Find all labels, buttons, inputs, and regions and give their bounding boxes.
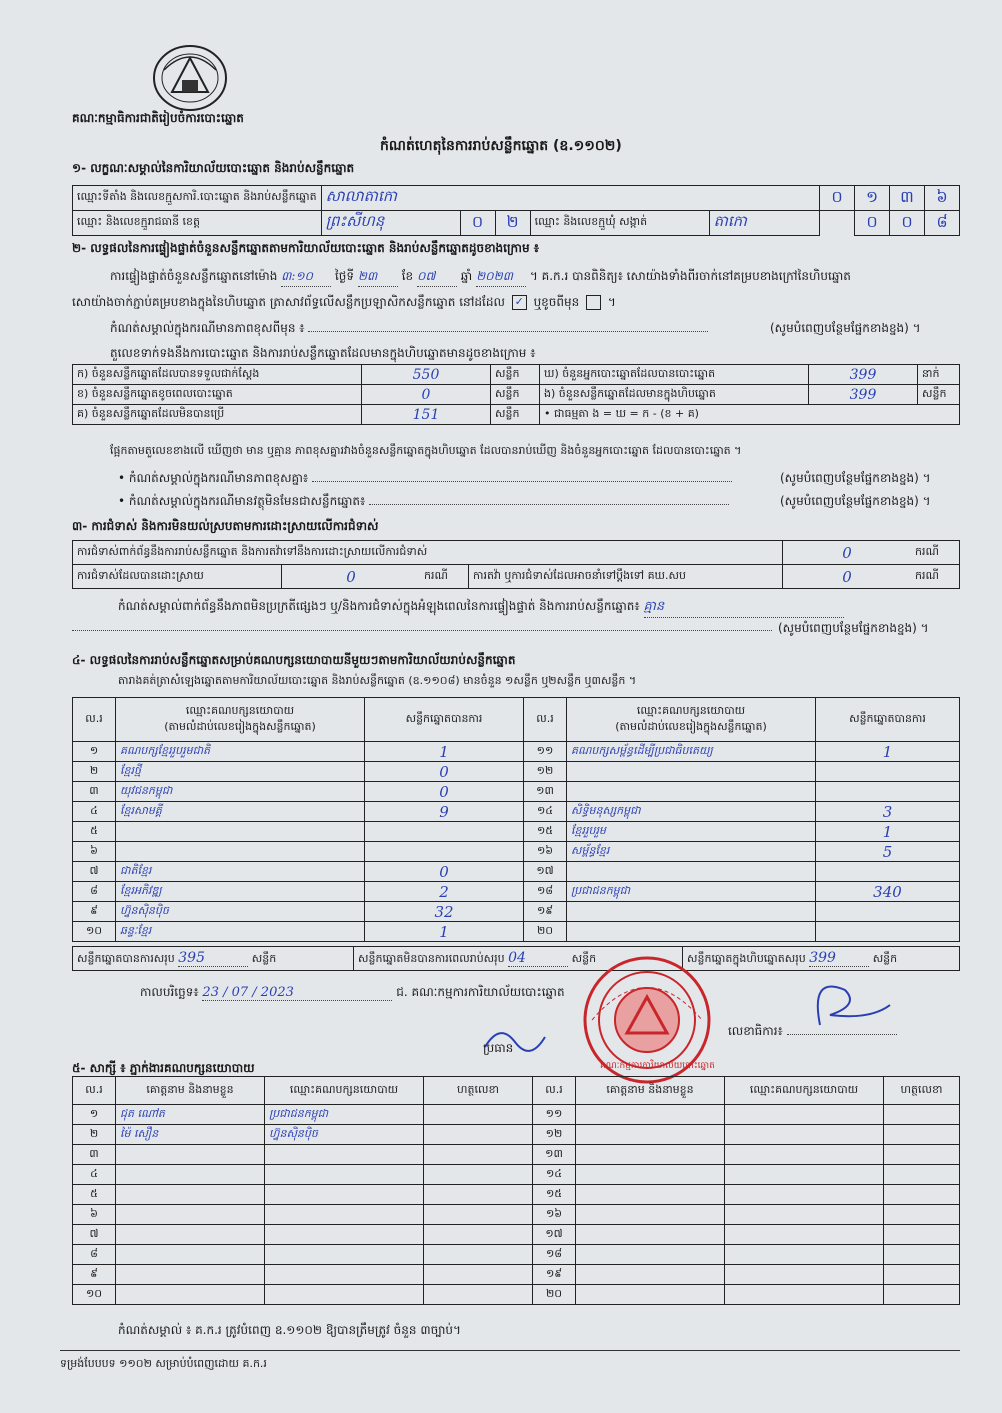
party-votes — [365, 842, 524, 862]
witness-col-no: ល.រ — [73, 1077, 116, 1105]
bullet-difference-hint: (សូមបំពេញបន្ថែមផ្នែកខាងខ្នង) ។ — [780, 471, 931, 485]
day-label: ថ្ងៃទី — [335, 269, 355, 283]
witness-no: ៤ — [73, 1165, 116, 1185]
party-name: ឆន្ទៈខ្មែរ — [116, 922, 365, 942]
same-checkbox[interactable]: ✓ — [512, 295, 527, 310]
in-box-label: ង) ចំនួនសន្លឹកឆ្នោតដែលមានក្នុងហិបឆ្នោត — [540, 385, 809, 405]
witness-no: ៦ — [73, 1205, 116, 1225]
month-label: ខែ — [401, 269, 414, 283]
form-note: ទម្រង់បែបបទ ១១០២ សម្រាប់បំពេញដោយ គ.ក.រ — [60, 1357, 267, 1370]
tally-sheet-intro: តារាងគត់ត្រាសំឡេងឆ្នោតតាមការិយាល័យបោះឆ្នោត និងរាប់សន្លឹកឆ្នោត (ឧ.១១០៨) មានចំនួន ១សន្លឹក ឬ២សន្លឹក ឬ៣សន្លឹក ។ — [118, 674, 637, 687]
party-no: ១០ — [73, 922, 116, 942]
party-no: ៨ — [73, 882, 116, 902]
witness-no: ១៣ — [533, 1145, 576, 1165]
party-no: ៣ — [73, 782, 116, 802]
resolved-label: ការជំទាស់ដែលបានដោះស្រាយ — [73, 565, 282, 589]
col-no-header: ល.រ — [73, 698, 116, 742]
table-row — [73, 1285, 960, 1305]
party-name — [116, 822, 365, 842]
unused-label: គ) ចំនួនសន្លឹកឆ្នោតដែលមិនបានប្រើ — [73, 405, 362, 425]
total-valid-label: សន្លឹកឆ្នោតបានការសរុប — [77, 951, 175, 965]
difference-note-hint: (សូមបំពេញបន្ថែមផ្នែកខាងខ្នង) ។ — [770, 321, 921, 335]
witness-party — [725, 1105, 884, 1125]
table-row — [73, 1225, 960, 1245]
party-results-table — [72, 697, 960, 942]
witness-col-party: ឈ្មោះគណបក្សនយោបាយ — [725, 1077, 884, 1105]
witness-name — [116, 1145, 265, 1165]
col-votes-header: សន្លឹកឆ្នោតបានការ — [816, 698, 960, 742]
party-no: ១៧ — [524, 862, 567, 882]
table-row — [73, 1105, 960, 1125]
voters-label: ឃ) ចំនួនអ្នកបោះឆ្នោតដែលបានបោះឆ្នោត — [540, 365, 809, 385]
difference-note-line — [110, 320, 708, 338]
party-no: ២ — [73, 762, 116, 782]
witness-party — [725, 1125, 884, 1145]
witness-signature — [884, 1165, 960, 1185]
witness-party — [265, 1285, 424, 1305]
party-votes: 3 — [816, 802, 960, 822]
document-title: កំណត់ហេតុនៃការរាប់សន្លឹកឆ្នោត (ឧ.១១០២) — [380, 138, 622, 154]
total-box-value: 399 — [809, 950, 869, 967]
section4-title: ៤- លទ្ធផលនៃការរាប់សន្លឹកឆ្នោតសម្រាប់គណបក្សនយោបាយនីមួយៗតាមការិយាល័យរាប់សន្លឹកឆ្នោត — [72, 653, 516, 667]
unit-label: សន្លឹក — [918, 385, 960, 405]
party-no: ១៣ — [524, 782, 567, 802]
witness-signature — [424, 1285, 533, 1305]
station-code-digit: ០ — [820, 186, 855, 211]
table-row — [73, 802, 960, 822]
party-votes — [816, 862, 960, 882]
province-code-digit: ០ — [460, 211, 495, 236]
witness-col-name: គោត្តនាម និងនាមខ្លួន — [576, 1077, 725, 1105]
witness-signature — [884, 1145, 960, 1165]
table-row — [73, 842, 960, 862]
commune-label: ឈ្មោះ និងលេខក្មួឃុំ សង្កាត់ — [530, 211, 709, 236]
witness-party: ប្រជាជនកម្ពុជា — [265, 1105, 424, 1125]
commune-value: តាកោ — [709, 211, 819, 236]
party-name — [567, 782, 816, 802]
bullet-difference — [118, 470, 732, 488]
party-votes: 0 — [365, 782, 524, 802]
ballot-count-table — [72, 364, 960, 425]
party-no: ១១ — [524, 742, 567, 762]
difference-note-label: កំណត់សម្គាល់ក្នុងករណីមានភាពខុសពីមុន ៖ — [110, 321, 305, 335]
witness-party: ហ្វ៊ុនស៊ិនប៉ិច — [265, 1125, 424, 1145]
table-row — [73, 1145, 960, 1165]
appealed-value: 0 — [783, 565, 912, 589]
witness-no: ៧ — [73, 1225, 116, 1245]
secretary-label: លេខាធិការ៖ — [728, 1024, 783, 1038]
witness-signature — [424, 1165, 533, 1185]
party-no: ១៦ — [524, 842, 567, 862]
col-no-header: ល.រ — [524, 698, 567, 742]
col-party-header — [116, 698, 365, 742]
year-label: ឆ្នាំ — [460, 269, 473, 283]
unit-label: សន្លឹក — [491, 365, 540, 385]
difference-compare-text: ផ្អែកតាមតួលេខខាងលើ ឃើញថា មាន ឬគ្មាន ភាពខុសគ្នារវាងចំនួនសន្លឹកឆ្នោតក្នុងហិបឆ្នោត ដែលបានរាប់ឃើញ និងចំនួនអ្នកបោះឆ្នោត ដែលបានបោះឆ្នោត ។ — [110, 444, 742, 457]
witness-name — [116, 1205, 265, 1225]
party-votes: 32 — [365, 902, 524, 922]
total-valid-cell — [73, 947, 354, 971]
witness-party — [725, 1225, 884, 1245]
table-row — [73, 1125, 960, 1145]
footnote: កំណត់សម្គាល់ ៖ គ.ក.រ ត្រូវបំពេញ ឧ.១១០២ ឱ្យបានត្រឹមត្រូវ ចំនួន ៣ច្បាប់។ — [118, 1323, 461, 1337]
witness-signature — [424, 1225, 533, 1245]
witness-signature — [884, 1105, 960, 1125]
witness-signature — [884, 1185, 960, 1205]
bullet-foreign-object — [118, 493, 729, 511]
witness-no: ១៤ — [533, 1165, 576, 1185]
table-row — [73, 862, 960, 882]
party-no: ១៥ — [524, 822, 567, 842]
province-value: ព្រះសីហនុ — [321, 211, 460, 236]
table-row — [73, 1185, 960, 1205]
party-no: ៤ — [73, 802, 116, 822]
section3-title: ៣- ការជំទាស់ និងការមិនយល់ស្របតាមការដោះស្រាយលើការជំទាស់ — [72, 519, 379, 533]
party-votes: 2 — [365, 882, 524, 902]
irregularity-note-hint: (សូមបំពេញបន្ថែមផ្នែកខាងខ្នង) ។ — [778, 621, 929, 635]
committee-name: គណៈកម្មាធិការជាតិរៀបចំការបោះឆ្នោត — [72, 111, 244, 125]
station-name-value: សាលាតាកោ — [321, 186, 819, 211]
party-votes: 0 — [365, 862, 524, 882]
party-votes: 1 — [365, 922, 524, 942]
witness-name — [116, 1245, 265, 1265]
witness-party — [265, 1245, 424, 1265]
date-value: 23 / 07 / 2023 — [202, 985, 392, 1001]
unit-label: សន្លឹក — [872, 951, 898, 965]
commune-code-digit: ៨ — [925, 211, 960, 236]
witness-name — [116, 1225, 265, 1245]
spoiled-label: ខ) ចំនួនសន្លឹកឆ្នោតខូចពេលបោះឆ្នោត — [73, 385, 362, 405]
witness-name — [576, 1185, 725, 1205]
president-label: ប្រធាន — [483, 1041, 514, 1055]
table-row — [73, 762, 960, 782]
witness-no: ៨ — [73, 1245, 116, 1265]
col-party-title: ឈ្មោះគណបក្សនយោបាយ — [185, 703, 295, 717]
party-votes — [816, 902, 960, 922]
section2-title: ២- លទ្ធផលនៃការផ្ទៀងផ្ទាត់ចំនួនសន្លឹកឆ្នោតតាមការិយាល័យបោះឆ្នោត និងរាប់សន្លឹកឆ្នោតដូចខាងក្រោម ៖ — [72, 241, 540, 255]
party-name: ខ្មែរថ្មី — [116, 762, 365, 782]
witness-party — [725, 1265, 884, 1285]
col-party-header — [567, 698, 816, 742]
party-no: ១៩ — [524, 902, 567, 922]
party-name: ខ្មែររួបរួម — [567, 822, 816, 842]
province-code-digit: ២ — [495, 211, 530, 236]
voters-value: 399 — [809, 365, 918, 385]
party-name: សិទ្ធិមនុស្សកម្ពុជា — [567, 802, 816, 822]
witness-signature — [884, 1225, 960, 1245]
table-intro: តួលេខទាក់ទងនឹងការបោះឆ្នោត និងការរាប់សន្លឹកឆ្នោតដែលមានក្នុងហិបឆ្នោតមានដូចខាងក្រោម ៖ — [110, 346, 536, 360]
section5-title: ៥- សាក្សី ៖ ភ្នាក់ងារគណបក្សនយោបាយ — [72, 1061, 255, 1075]
witness-no: ៩ — [73, 1265, 116, 1285]
station-code-digit: ១ — [855, 186, 890, 211]
verification-text: ការផ្ទៀងផ្ទាត់ចំនួនសន្លឹកឆ្នោតនៅម៉ោង — [110, 269, 278, 283]
party-name: ជាតិខ្មែរ — [116, 862, 365, 882]
col-votes-header: សន្លឹកឆ្នោតបានការ — [365, 698, 524, 742]
table-row — [73, 902, 960, 922]
unused-value: 151 — [362, 405, 491, 425]
witness-signature — [884, 1285, 960, 1305]
commune-code-digit: ០ — [890, 211, 925, 236]
verification-text-rest: ។ គ.ក.រ បានពិនិត្យ៖ សោយ៉ាងទាំងពីរចាក់នៅគម្របខាងក្រៅនៃហិបឆ្នោត — [529, 269, 851, 283]
damaged-label: ឬខូចពីមុន — [533, 295, 580, 309]
witness-no: ២០ — [533, 1285, 576, 1305]
party-name: គណបក្សសម្ព័ន្ធដើម្បីប្រជាធិបតេយ្យ — [567, 742, 816, 762]
table-row — [73, 922, 960, 942]
damaged-checkbox[interactable] — [586, 295, 601, 310]
witness-party — [725, 1145, 884, 1165]
witness-name — [576, 1145, 725, 1165]
col-party-subtitle: (តាមលំដាប់លេខរៀងក្នុងសន្លឹកឆ្នោត) — [164, 719, 316, 733]
party-no: ៦ — [73, 842, 116, 862]
witness-signature — [424, 1185, 533, 1205]
station-info-table — [72, 185, 960, 236]
received-value: 550 — [362, 365, 491, 385]
unit-label: សន្លឹក — [251, 951, 277, 965]
formula-label: • ជាធម្មតា ង = ឃ = ក - (ខ + គ) — [540, 405, 960, 425]
witness-no: ១៦ — [533, 1205, 576, 1225]
party-no: ១៨ — [524, 882, 567, 902]
secretary-line — [728, 1023, 897, 1041]
unit-label: នាក់ — [918, 365, 960, 385]
witness-no: ២ — [73, 1125, 116, 1145]
witness-name — [576, 1105, 725, 1125]
witness-signature — [884, 1205, 960, 1225]
witness-no: ១៨ — [533, 1245, 576, 1265]
party-votes: 1 — [816, 822, 960, 842]
bullet-foreign-object-label: • កំណត់សម្គាល់ក្នុងករណីមានវត្ថុមិនមែនជាសន្លឹកឆ្នោត៖ — [118, 494, 366, 508]
witness-party — [265, 1265, 424, 1285]
party-votes: 0 — [365, 762, 524, 782]
party-votes — [365, 822, 524, 842]
party-name — [567, 762, 816, 782]
witness-name — [576, 1285, 725, 1305]
witness-no: ១២ — [533, 1125, 576, 1145]
party-votes — [816, 922, 960, 942]
bullet-foreign-object-hint: (សូមបំពេញបន្ថែមផ្នែកខាងខ្នង) ។ — [780, 494, 931, 508]
nec-logo-icon — [150, 40, 230, 112]
in-box-value: 399 — [809, 385, 918, 405]
witness-col-sign: ហត្ថលេខា — [424, 1077, 533, 1105]
irregularity-note-value: គ្មាន — [644, 598, 844, 618]
unit-label: ករណី — [911, 541, 960, 565]
witness-no: ១ — [73, 1105, 116, 1125]
party-no: ១៤ — [524, 802, 567, 822]
witness-signature — [424, 1265, 533, 1285]
witness-no: ១៧ — [533, 1225, 576, 1245]
witness-name — [576, 1265, 725, 1285]
witness-name — [576, 1165, 725, 1185]
table-row — [73, 882, 960, 902]
table-row — [73, 1165, 960, 1185]
commune-code-digit: ០ — [855, 211, 890, 236]
spoiled-value: 0 — [362, 385, 491, 405]
total-valid-value: 395 — [178, 950, 248, 967]
witness-party — [265, 1205, 424, 1225]
complaints-value: 0 — [783, 541, 912, 565]
station-name-label: ឈ្មោះទីតាំង និងលេខក្មួសការិ.បោះឆ្នោត និងរាប់សន្លឹកឆ្នោត — [73, 186, 322, 211]
resolved-value: 0 — [282, 565, 421, 589]
received-label: ក) ចំនួនសន្លឹកឆ្នោតដែលបានទទួលជាក់ស្តែង — [73, 365, 362, 385]
party-votes: 9 — [365, 802, 524, 822]
witness-party — [725, 1205, 884, 1225]
witness-table — [72, 1076, 960, 1305]
party-no: ១ — [73, 742, 116, 762]
witness-no: ១១ — [533, 1105, 576, 1125]
party-no: ២០ — [524, 922, 567, 942]
committee-sign-label: ជ. គណៈកម្មការការិយាល័យបោះឆ្នោត — [396, 985, 565, 999]
party-no: ១២ — [524, 762, 567, 782]
witness-signature — [424, 1105, 533, 1125]
witness-name — [576, 1205, 725, 1225]
party-name — [116, 842, 365, 862]
party-name: សម្ព័ន្ធខ្មែរ — [567, 842, 816, 862]
witness-name — [576, 1125, 725, 1145]
total-invalid-value: 04 — [508, 950, 568, 967]
bullet-difference-label: • កំណត់សម្គាល់ក្នុងករណីមានភាពខុសគ្នា៖ — [118, 471, 309, 485]
date-label: កាលបរិច្ឆេទ៖ — [140, 985, 199, 999]
party-name: ប្រជាជនកម្ពុជា — [567, 882, 816, 902]
witness-signature — [424, 1125, 533, 1145]
witness-signature — [424, 1245, 533, 1265]
party-votes: 1 — [365, 742, 524, 762]
verification-day: ២៣ — [358, 268, 398, 287]
witness-signature — [884, 1245, 960, 1265]
witness-party — [725, 1245, 884, 1265]
section1-title: ១- លក្ខណៈសម្គាល់នៃការិយាល័យបោះឆ្នោត និងរាប់សន្លឹកឆ្នោត — [72, 161, 355, 175]
station-code-digit: ៦ — [925, 186, 960, 211]
witness-no: ១៥ — [533, 1185, 576, 1205]
complaints-label: ការជំទាស់ពាក់ព័ន្ធនឹងការរាប់សន្លឹកឆ្នោត និងការតវ៉ាទៅនឹងការដោះស្រាយលើការជំទាស់ — [73, 541, 783, 565]
table-row — [73, 1205, 960, 1225]
party-votes — [816, 782, 960, 802]
total-invalid-label: សន្លឹកឆ្នោតមិនបានការពេលរាប់សរុប — [358, 951, 505, 965]
witness-col-name: គោត្តនាម និងនាមខ្លួន — [116, 1077, 265, 1105]
witness-name — [116, 1165, 265, 1185]
witness-signature — [884, 1125, 960, 1145]
party-no: ៧ — [73, 862, 116, 882]
complaints-table — [72, 540, 960, 589]
witness-col-sign: ហត្ថលេខា — [884, 1077, 960, 1105]
party-name: ខ្មែរសាមគ្គី — [116, 802, 365, 822]
table-row — [73, 782, 960, 802]
col-party-title: ឈ្មោះគណបក្សនយោបាយ — [636, 703, 746, 717]
signature-date-line — [140, 984, 565, 1002]
irregularity-note-line — [118, 598, 844, 618]
witness-signature — [424, 1205, 533, 1225]
table-row — [73, 742, 960, 762]
unit-label: សន្លឹក — [491, 405, 540, 425]
witness-party — [265, 1145, 424, 1165]
party-no: ៥ — [73, 822, 116, 842]
party-name: យុវជនកម្ពុជា — [116, 782, 365, 802]
witness-col-party: ឈ្មោះគណបក្សនយោបាយ — [265, 1077, 424, 1105]
party-name: ហ្វ៊ុនស៊ិនប៉ិច — [116, 902, 365, 922]
party-votes: 340 — [816, 882, 960, 902]
witness-name: ម៉ៃ សឿន — [116, 1125, 265, 1145]
witness-name — [116, 1265, 265, 1285]
party-votes — [816, 762, 960, 782]
verification-time: ៣:១០ — [281, 268, 331, 287]
verification-line — [110, 268, 851, 287]
witness-party — [265, 1225, 424, 1245]
witness-party — [265, 1185, 424, 1205]
witness-no: ១០ — [73, 1285, 116, 1305]
witness-party — [725, 1165, 884, 1185]
party-name: ខ្មែរអភិវឌ្ឍ — [116, 882, 365, 902]
table-row — [73, 822, 960, 842]
seal-text: គណៈកម្មការការិយាល័យបោះឆ្នោត — [600, 1061, 715, 1071]
party-name: គណបក្សខ្មែររួបរួមជាតិ — [116, 742, 365, 762]
party-name — [567, 902, 816, 922]
verification-month: ០៧ — [417, 268, 457, 287]
party-votes: 5 — [816, 842, 960, 862]
witness-signature — [884, 1265, 960, 1285]
witness-signature — [424, 1145, 533, 1165]
witness-name — [576, 1225, 725, 1245]
party-no: ៩ — [73, 902, 116, 922]
province-label: ឈ្មោះ និងលេខក្មួរាជធានី ខេត្ត — [73, 211, 322, 236]
witness-party — [265, 1165, 424, 1185]
seal-check-line: សោយ៉ាងចាក់ភ្ជាប់គម្របខាងក្នុងនៃហិបឆ្នោត ត្រាសាវព័ទ្ធលើសន្លឹកប្រឡាសិកសន្លឹកឆ្នោត នៅដដែល ✓ ឬខូចពីមុន ។ — [72, 295, 616, 309]
station-code-digit: ៣ — [890, 186, 925, 211]
verification-year: ២០២៣ — [476, 268, 526, 287]
unit-label: សន្លឹក — [571, 951, 597, 965]
witness-name — [576, 1245, 725, 1265]
witness-no: ៥ — [73, 1185, 116, 1205]
witness-name — [116, 1185, 265, 1205]
col-party-subtitle: (តាមលំដាប់លេខរៀងក្នុងសន្លឹកឆ្នោត) — [615, 719, 767, 733]
party-votes: 1 — [816, 742, 960, 762]
witness-no: ១៩ — [533, 1265, 576, 1285]
witness-party — [725, 1285, 884, 1305]
witness-name: ជុត ណៅត — [116, 1105, 265, 1125]
table-row — [73, 1245, 960, 1265]
witness-no: ៣ — [73, 1145, 116, 1165]
party-name — [567, 922, 816, 942]
witness-name — [116, 1285, 265, 1305]
appealed-label: ការតវ៉ា ឬការជំទាស់ដែលអាចនាំទៅប្តឹងទៅ គឃ.សប — [469, 565, 783, 589]
seal-check-text: សោយ៉ាងចាក់ភ្ជាប់គម្របខាងក្នុងនៃហិបឆ្នោត ត្រាសាវព័ទ្ធលើសន្លឹកប្រឡាសិកសន្លឹកឆ្នោត នៅដដែល — [72, 295, 505, 309]
table-row — [73, 1265, 960, 1285]
witness-col-no: ល.រ — [533, 1077, 576, 1105]
unit-label: ករណី — [420, 565, 469, 589]
unit-label: សន្លឹក — [491, 385, 540, 405]
unit-label: ករណី — [911, 565, 960, 589]
witness-party — [725, 1185, 884, 1205]
total-box-label: សន្លឹកឆ្នោតក្នុងហិបឆ្នោតសរុប — [687, 951, 806, 965]
party-name — [567, 862, 816, 882]
irregularity-note-label: កំណត់សម្គាល់ពាក់ព័ន្ធនឹងភាពមិនប្រក្រតីផ្សេងៗ ឬ/និងការជំទាស់ក្នុងអំឡុងពេលនៃការផ្ទៀងផ្ទាត់ និងការរាប់សន្លឹកឆ្នោត៖ — [118, 599, 640, 613]
